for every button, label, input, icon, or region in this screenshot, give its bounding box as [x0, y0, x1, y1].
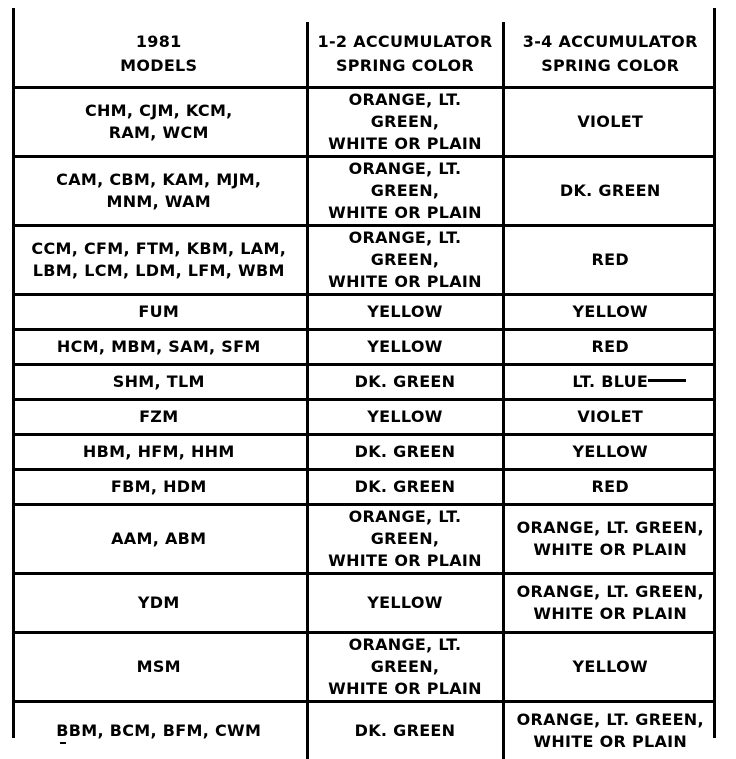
table-row	[12, 633, 716, 702]
spring-3-4-cell: ORANGE, LT. GREEN, WHITE OR PLAIN	[503, 505, 716, 574]
table-row	[12, 702, 716, 759]
header-row	[12, 22, 716, 88]
spring-3-4-cell: VIOLET	[503, 88, 716, 157]
spring-1-2-cell: DK. GREEN	[307, 365, 503, 400]
spring-1-2-cell: YELLOW	[307, 330, 503, 365]
header-1-2-accumulator: 1-2 ACCUMULATOR SPRING COLOR	[307, 22, 503, 88]
models-cell: FZM	[12, 400, 307, 435]
models-cell: HBM, HFM, HHM	[12, 435, 307, 470]
table-row	[12, 295, 716, 330]
header-models: 1981 MODELS	[12, 22, 307, 88]
print-mark	[60, 742, 66, 744]
table-row	[12, 435, 716, 470]
models-cell: SHM, TLM	[12, 365, 307, 400]
spring-3-4-cell: DK. GREEN	[503, 157, 716, 226]
spring-1-2-cell: ORANGE, LT. GREEN, WHITE OR PLAIN	[307, 226, 503, 295]
spring-1-2-cell: YELLOW	[307, 295, 503, 330]
table-row	[12, 574, 716, 633]
table-row	[12, 470, 716, 505]
table-row	[12, 157, 716, 226]
table-row	[12, 505, 716, 574]
models-cell: HCM, MBM, SAM, SFM	[12, 330, 307, 365]
spring-3-4-cell: RED	[503, 330, 716, 365]
spring-1-2-cell: ORANGE, LT. GREEN, WHITE OR PLAIN	[307, 633, 503, 702]
print-mark	[648, 379, 686, 382]
models-cell: FBM, HDM	[12, 470, 307, 505]
spring-3-4-cell: ORANGE, LT. GREEN, WHITE OR PLAIN	[503, 574, 716, 633]
models-cell: FUM	[12, 295, 307, 330]
table-row	[12, 330, 716, 365]
spring-1-2-cell: ORANGE, LT. GREEN, WHITE OR PLAIN	[307, 157, 503, 226]
spring-3-4-cell: VIOLET	[503, 400, 716, 435]
accumulator-spring-table	[12, 22, 716, 759]
spring-3-4-cell: ORANGE, LT. GREEN, WHITE OR PLAIN	[503, 702, 716, 759]
models-cell: MSM	[12, 633, 307, 702]
models-cell: YDM	[12, 574, 307, 633]
models-cell: BBM, BCM, BFM, CWM	[12, 702, 307, 759]
spring-1-2-cell: ORANGE, LT. GREEN, WHITE OR PLAIN	[307, 88, 503, 157]
spring-1-2-cell: ORANGE, LT. GREEN, WHITE OR PLAIN	[307, 505, 503, 574]
spring-3-4-cell: YELLOW	[503, 633, 716, 702]
table-row	[12, 365, 716, 400]
table-row	[12, 88, 716, 157]
models-cell: CAM, CBM, KAM, MJM, MNM, WAM	[12, 157, 307, 226]
spring-1-2-cell: DK. GREEN	[307, 470, 503, 505]
header-3-4-accumulator: 3-4 ACCUMULATOR SPRING COLOR	[503, 22, 716, 88]
spring-3-4-cell: LT. BLUE	[503, 365, 716, 400]
spring-1-2-cell: YELLOW	[307, 400, 503, 435]
models-cell: CCM, CFM, FTM, KBM, LAM, LBM, LCM, LDM, LFM, WBM	[12, 226, 307, 295]
models-cell: CHM, CJM, KCM, RAM, WCM	[12, 88, 307, 157]
table-row	[12, 226, 716, 295]
spring-1-2-cell: DK. GREEN	[307, 435, 503, 470]
spring-3-4-cell: RED	[503, 470, 716, 505]
spring-3-4-cell: YELLOW	[503, 295, 716, 330]
models-cell: AAM, ABM	[12, 505, 307, 574]
spring-1-2-cell: DK. GREEN	[307, 702, 503, 759]
spring-1-2-cell: YELLOW	[307, 574, 503, 633]
spring-3-4-cell: YELLOW	[503, 435, 716, 470]
table-row	[12, 400, 716, 435]
spring-3-4-cell: RED	[503, 226, 716, 295]
